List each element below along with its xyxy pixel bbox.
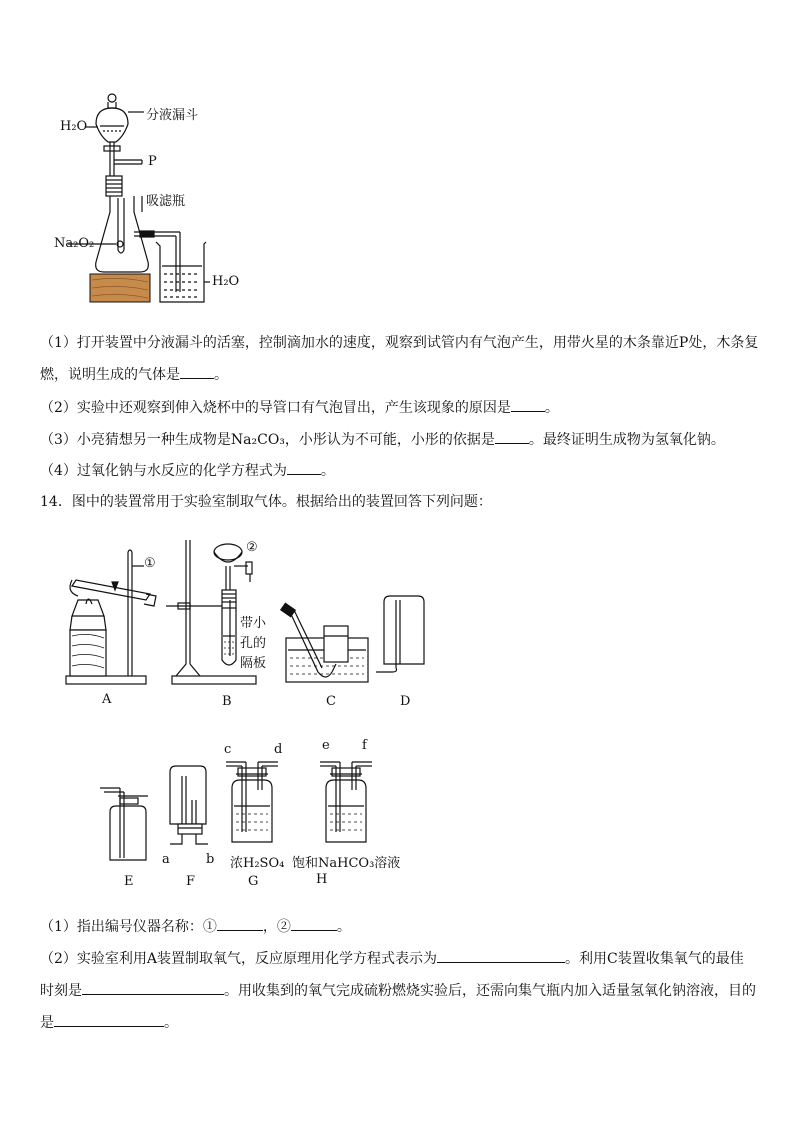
label-g: G bbox=[248, 874, 259, 889]
q13-part1-text: 燃，说明生成的气体是 bbox=[40, 367, 180, 383]
q14-part2-text-a-end: 。利用C装置收集氧气的最佳 bbox=[565, 951, 744, 967]
q14-part1-mid: ，② bbox=[262, 919, 291, 935]
rubber-stopper bbox=[106, 176, 122, 196]
q13-part4-text: （4）过氧化钠与水反应的化学方程式为 bbox=[40, 463, 287, 479]
q14-part2-line3 bbox=[40, 1012, 178, 1032]
water-label-right: H₂O bbox=[212, 274, 240, 289]
q13-part2-text: （2）实验中还观察到伸入烧杯中的导管口有气泡冒出，产生该现象的原因是 bbox=[40, 400, 511, 416]
apparatus-a bbox=[66, 550, 156, 684]
p-label: P bbox=[148, 154, 157, 169]
label-h: H bbox=[316, 872, 328, 887]
q14-part2-text-a: （2）实验室利用A装置制取氧气，反应原理用化学方程式表示为 bbox=[40, 951, 438, 967]
q14-part2-text-c-end: 。 bbox=[164, 1015, 178, 1031]
answer-blank[interactable] bbox=[82, 980, 224, 995]
q13-part3-text: （3）小亮猜想另一种生成物是Na₂CO₃，小彤认为不可能，小彤的依据是 bbox=[40, 432, 495, 448]
port-e: e bbox=[322, 738, 330, 753]
q13-part1-end: 。 bbox=[214, 367, 228, 383]
q13-part1-line2 bbox=[40, 364, 228, 384]
funnel-label: 分液漏斗 bbox=[146, 108, 199, 123]
port-c: c bbox=[224, 742, 232, 757]
answer-blank[interactable] bbox=[217, 916, 263, 931]
q13-part4-end: 。 bbox=[320, 463, 335, 479]
plate-label-line3: 隔板 bbox=[240, 656, 267, 671]
q14-part2-line1 bbox=[40, 948, 744, 968]
na2o2-label: Na₂O₂ bbox=[54, 236, 95, 251]
answer-blank[interactable] bbox=[437, 948, 565, 963]
q13-part2-end: 。 bbox=[544, 400, 559, 416]
port-d: d bbox=[274, 742, 283, 757]
apparatus-c bbox=[281, 603, 368, 682]
answer-blank[interactable] bbox=[287, 460, 321, 475]
apparatus-f bbox=[170, 766, 208, 844]
plate-label-line1: 带小 bbox=[240, 616, 267, 631]
label-a: A bbox=[102, 692, 112, 707]
q14-title: 14．图中的装置常用于实验室制取气体。根据给出的装置回答下列问题： bbox=[40, 494, 492, 510]
label-c: C bbox=[326, 694, 336, 709]
q14-part2-text-b: 时刻是 bbox=[40, 983, 82, 999]
port-f: f bbox=[362, 738, 367, 753]
q14-part2-text-c: 是 bbox=[40, 1015, 54, 1031]
q13-part4 bbox=[40, 460, 335, 480]
flask-label: 吸滤瓶 bbox=[146, 194, 186, 209]
q14-part1-end: 。 bbox=[336, 919, 351, 935]
q13-part3-end: 。最终证明生成物为氢氧化钠。 bbox=[528, 432, 725, 448]
water-label-left: H₂O bbox=[60, 119, 88, 134]
answer-blank[interactable] bbox=[180, 364, 214, 379]
label-d: D bbox=[400, 694, 411, 709]
q14-part1-text: （1）指出编号仪器名称：① bbox=[40, 919, 217, 935]
g-liquid-label: 浓H₂SO₄ bbox=[230, 856, 285, 871]
q14-part1 bbox=[40, 916, 351, 936]
apparatus-e bbox=[100, 788, 148, 860]
beaker bbox=[156, 242, 210, 302]
q14-part2-line2 bbox=[40, 980, 756, 1000]
q13-part1-line1: （1）打开装置中分液漏斗的活塞，控制滴加水的速度，观察到试管内有气泡产生，用带火星的木条靠近P处，木条复 bbox=[40, 335, 759, 351]
apparatus-g bbox=[226, 762, 278, 842]
apparatus-d bbox=[376, 596, 424, 672]
q13-part3 bbox=[40, 429, 725, 449]
label-circle-2: ② bbox=[246, 540, 258, 555]
answer-blank[interactable] bbox=[495, 429, 529, 444]
port-b: b bbox=[206, 852, 215, 867]
label-e: E bbox=[124, 874, 134, 889]
port-a: a bbox=[162, 852, 170, 867]
answer-blank[interactable] bbox=[291, 916, 337, 931]
answer-blank[interactable] bbox=[54, 1012, 164, 1027]
label-f: F bbox=[186, 874, 196, 889]
plate-label-line2: 孔的 bbox=[240, 636, 267, 651]
q13-part2 bbox=[40, 397, 559, 417]
answer-blank[interactable] bbox=[511, 397, 545, 412]
h-liquid-label: 饱和NaHCO₃溶液 bbox=[292, 856, 401, 871]
separating-funnel bbox=[86, 94, 144, 178]
label-b: B bbox=[222, 694, 232, 709]
q14-part2-text-b-end: 。用收集到的氧气完成硫粉燃烧实验后，还需向集气瓶内加入适量氢氧化钠溶液，目的 bbox=[224, 983, 756, 999]
label-circle-1: ① bbox=[144, 556, 156, 571]
apparatus-h bbox=[320, 762, 372, 842]
